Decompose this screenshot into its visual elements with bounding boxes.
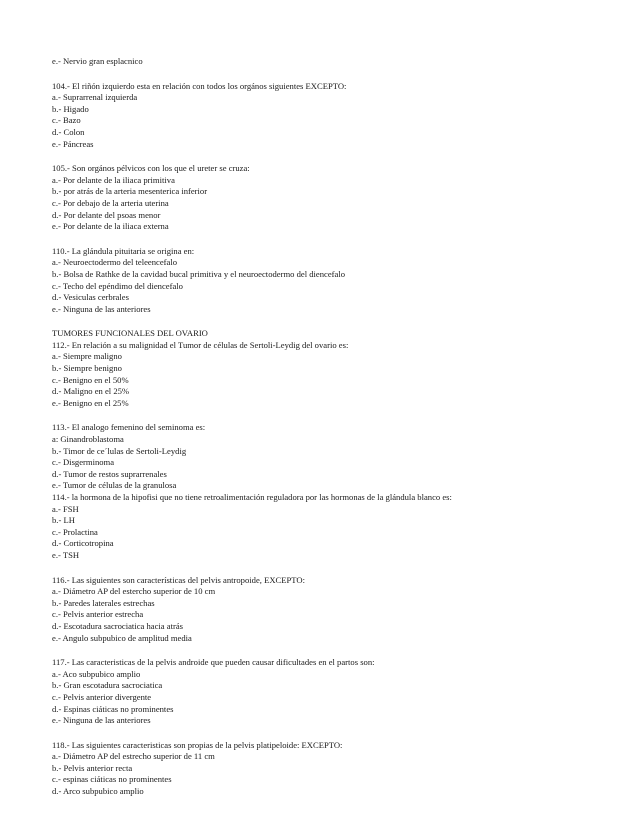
answer-option: d.- Por delante del psoas menor — [52, 209, 161, 220]
question-113-114 — [52, 422, 612, 561]
answer-option: e.- Ninguna de las anteriores — [52, 715, 151, 726]
answer-option: b.- LH — [52, 515, 75, 526]
answer-option: e.- Angulo subpubico de amplitud media — [52, 632, 192, 643]
answer-option: d.- Escotadura sacrociatica hacia atrás — [52, 620, 183, 631]
text-line: e.- Nervio gran esplacnico — [52, 56, 143, 66]
answer-option: b.- Bolsa de Rathke de la cavidad bucal primitiva y el neuroectodermo del diencefalo — [52, 268, 346, 279]
answer-option: a.- Suprarrenal izquierda — [52, 92, 138, 103]
answer-option: c.- Bazo — [52, 115, 81, 126]
answer-option: a.- Diámetro AP del estercho superior de 10 cm — [52, 586, 216, 597]
question-105 — [52, 163, 612, 233]
question-stem: 118.- Las siguientes caracteristicas son propias de la pelvis platipeloide: EXCEPTO: — [52, 739, 343, 750]
question-stem: 117.- Las caracteristicas de la pelvis androide que pueden causar dificultades en el partos son: — [52, 657, 375, 668]
answer-option: b.- por atrás de la arteria mesenterica inferior — [52, 186, 208, 197]
answer-option: c.- Disgerminoma — [52, 457, 115, 468]
document-content — [52, 56, 612, 798]
answer-option: d.- Maligno en el 25% — [52, 386, 130, 397]
answer-option: e.- TSH — [52, 549, 80, 560]
question-stem: 113.- El analogo femenino del seminoma es: — [52, 422, 206, 433]
answer-option: a.- Diámetro AP del estrecho superior de 11 cm — [52, 751, 215, 762]
question-stem: 112.- En relación a su malignidad el Tumor de células de Sertoli-Leydig del ovario es: — [52, 339, 349, 350]
answer-option: a.- Por delante de la iliaca primitiva — [52, 174, 175, 185]
question-stem: 105.- Son orgános pélvicos con los que el ureter se cruza: — [52, 163, 250, 174]
question-110 — [52, 246, 612, 316]
question-stem: 104.- El riñón izquierdo esta en relación con todos los orgános siguientes EXCEPTO: — [52, 80, 347, 91]
answer-option: c.- Pelvis anterior estrecha — [52, 609, 144, 620]
answer-option: d.- Arco subpubico amplio — [52, 786, 144, 797]
answer-option: d.- Vesiculas cerbrales — [52, 292, 129, 303]
question-112 — [52, 328, 612, 409]
question-117 — [52, 657, 612, 727]
question-104 — [52, 81, 612, 151]
answer-option: a: Ginandroblastoma — [52, 434, 124, 445]
question-stem: 110.- La glándula pituitaria se origina en: — [52, 245, 195, 256]
answer-option: c.- espinas ciáticas no prominentes — [52, 774, 172, 785]
answer-option: c.- Benigno en el 50% — [52, 374, 129, 385]
answer-option: d.- Colon — [52, 126, 85, 137]
answer-option: a.- Neuroectodermo del teleencefalo — [52, 257, 178, 268]
answer-option: e.- Tumor de células de la granulosa — [52, 480, 177, 491]
answer-option: c.- Por debajo de la arteria uterina — [52, 197, 169, 208]
answer-option: b.- Siempre benigno — [52, 363, 122, 374]
answer-option: a.- FSH — [52, 503, 79, 514]
question-116 — [52, 575, 612, 645]
answer-option: b.- Gran escotadura sacrociatica — [52, 680, 163, 691]
question-118 — [52, 740, 612, 798]
answer-option: e.- Por delante de la iliaca externa — [52, 221, 169, 232]
question-stem: 116.- Las siguientes son características del pelvis antropoide, EXCEPTO: — [52, 574, 305, 585]
answer-option: b.- Pelvis anterior recta — [52, 762, 133, 773]
answer-option: c.- Techo del epéndimo del diencefalo — [52, 280, 183, 291]
answer-option: e.- Ninguna de las anteriores — [52, 303, 151, 314]
answer-option: c.- Pelvis anterior divergente — [52, 691, 152, 702]
answer-option: b.- Timor de ce´lulas de Sertoli-Leydig — [52, 445, 187, 456]
answer-option: d.- Espinas ciáticas no prominentes — [52, 703, 174, 714]
answer-option: d.- Tumor de restos suprarrenales — [52, 468, 167, 479]
answer-option: a.- Siempre maligno — [52, 351, 122, 362]
answer-option: a.- Aco subpubico amplio — [52, 668, 141, 679]
answer-option: b.- Paredes laterales estrechas — [52, 597, 155, 608]
answer-option: c.- Prolactina — [52, 526, 98, 537]
question-stem: 114.- la hormona de la hipofisi que no tiene retroalimentación reguladora por las hormonas de la glándula blanco es: — [52, 492, 452, 502]
answer-option: b.- Higado — [52, 103, 89, 114]
section-heading: TUMORES FUNCIONALES DEL OVARIO — [52, 328, 208, 339]
answer-option: e.- Benigno en el 25% — [52, 397, 129, 408]
text-block — [52, 56, 612, 68]
answer-option: e.- Páncreas — [52, 138, 94, 149]
answer-option: d.- Corticotropina — [52, 538, 114, 549]
